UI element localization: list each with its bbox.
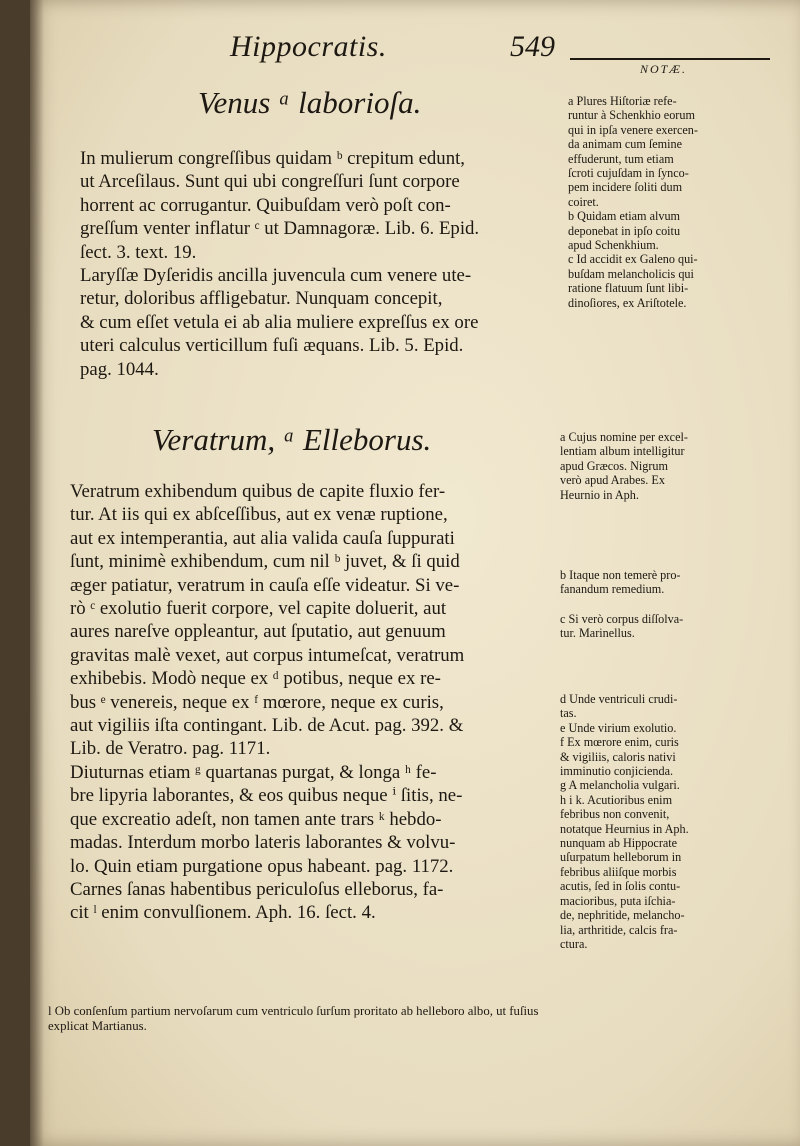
body-line: lo. Quin etiam purgatione opus habeant. pag. 1172.: [70, 855, 454, 877]
body-line: Lib. de Veratro. pag. 1171.: [70, 738, 271, 760]
body-line: retur, doloribus affligebatur. Nunquam concepit,: [80, 288, 443, 310]
note-line: tas.: [560, 706, 577, 721]
note-line: da animam cum ſemine: [568, 137, 683, 152]
notes-rule: [570, 58, 770, 60]
note-line: apud Græcos. Nigrum: [560, 458, 668, 473]
section2-body: [70, 480, 464, 925]
body-line: & cum eſſet vetula ei ab alia muliere expreſſus ex ore: [80, 311, 479, 333]
note-line: ſcroti cujuſdam in ſynco-: [568, 166, 689, 181]
note-line: a Cujus nomine per excel-: [560, 430, 688, 444]
body-line: æger patiatur, veratrum in cauſa eſſe videatur. Si ve-: [70, 574, 460, 596]
body-line: Veratrum exhibendum quibus de capite fluxio fer-: [70, 481, 446, 502]
note-line: uſurpatum helleborum in: [560, 850, 682, 865]
body-line: madas. Interdum morbo lateris laborantes & volvu-: [70, 832, 456, 854]
body-line: ſunt, minimè exhibendum, cum nil ᵇ juvet, & ſi quid: [70, 551, 460, 573]
note-line: b Quidam etiam alvum: [568, 209, 681, 224]
note-line: e Unde virium exolutio.: [560, 720, 677, 735]
body-line: exhibebis. Modò neque ex ᵈ potibus, neque ex re-: [70, 668, 441, 690]
section2-notes-b: [560, 568, 680, 597]
bottom-footnote: [48, 1004, 538, 1034]
body-line: que excreatio adeſt, non tamen ante trars ᵏ hebdo-: [70, 808, 442, 830]
note-line: acutis, ſed in ſolis contu-: [560, 879, 681, 894]
note-line: notatque Heurnius in Aph.: [560, 821, 689, 836]
body-line: Diuturnas etiam ᵍ quartanas purgat, & longa ʰ fe-: [70, 761, 437, 783]
note-line: apud Schenkhium.: [568, 238, 659, 253]
note-line: pem incidere ſoliti dum: [568, 180, 683, 195]
body-line: aures nareſve oppleantur, aut ſputatio, aut genuum: [70, 621, 446, 643]
body-line: In mulierum congreſſibus quidam ᵇ crepitum edunt,: [80, 148, 466, 169]
note-line: d Unde ventriculi crudi-: [560, 692, 678, 706]
body-line: greſſum venter inflatur ᶜ ut Damnagoræ. Lib. 6. Epid.: [80, 218, 480, 240]
note-line: lia, arthritide, calcis fra-: [560, 922, 678, 937]
body-line: Carnes ſanas habentibus periculoſus elleborus, fa-: [70, 878, 444, 900]
note-line: c Id accidit ex Galeno qui-: [568, 252, 698, 267]
body-line: Laryſſæ Dyſeridis ancilla juvencula cum venere ute-: [80, 265, 472, 287]
body-line: bre lipyria laborantes, & eos quibus neque ⁱ ſitis, ne-: [70, 785, 463, 807]
section2-notes-c: [560, 612, 683, 641]
note-line: buſdam melancholicis qui: [568, 266, 694, 281]
body-line: tur. At iis qui ex abſceſſibus, aut ex venæ ruptione,: [70, 504, 448, 526]
footnote-line: l Ob conſenſum partium nervoſarum cum ventriculo ſurſum proritato ab helleboro albo, ut fuſius: [48, 1004, 539, 1018]
note-line: c Si verò corpus diſſolva-: [560, 612, 684, 626]
body-line: bus ᵉ venereis, neque ex ᶠ mœrore, neque ex curis,: [70, 691, 444, 713]
note-line: runtur à Schenkhio eorum: [568, 108, 695, 123]
body-line: pag. 1044.: [80, 358, 159, 380]
note-line: a Plures Hiſtoriæ refe-: [568, 94, 677, 108]
note-line: & vigiliis, caloris nativi: [560, 749, 676, 764]
note-line: tur. Marinellus.: [560, 626, 635, 641]
body-line: aut ex intemperantia, aut alia valida cauſa ſuppurati: [70, 527, 455, 549]
note-line: coiret.: [568, 194, 599, 209]
note-line: Heurnio in Aph.: [560, 487, 639, 502]
body-line: uteri calculus verticillum fuſi æquans. Lib. 5. Epid.: [80, 335, 464, 357]
note-line: febribus non convenit,: [560, 807, 670, 822]
note-line: fanandum remedium.: [560, 582, 665, 597]
body-line: rò ᶜ exolutio fuerit corpore, vel capite doluerit, aut: [70, 598, 447, 620]
note-line: imminutio conjicienda.: [560, 764, 674, 779]
note-line: dinoſiores, ex Ariſtotele.: [568, 295, 687, 310]
body-line: ut Arceſilaus. Sunt qui ubi congreſſuri ſunt corpore: [80, 171, 460, 193]
page-number: 549: [510, 30, 555, 63]
note-line: ctura.: [560, 936, 588, 951]
section-heading-veratrum: Veratrum, ᵃ Elleborus.: [152, 422, 432, 457]
running-head: Hippocratis.: [230, 30, 387, 63]
book-page: [30, 0, 800, 1146]
note-line: b Itaque non temerè pro-: [560, 568, 681, 582]
section1-notes: [568, 94, 698, 310]
footnote-line: explicat Martianus.: [48, 1019, 147, 1033]
note-line: h i k. Acutioribus enim: [560, 792, 673, 807]
body-line: ſect. 3. text. 19.: [80, 241, 197, 263]
gutter-shadow: [30, 0, 44, 1146]
note-line: ratione flatuum ſunt libi-: [568, 281, 689, 296]
body-line: gravitas malè vexet, aut corpus intumeſcat, veratrum: [70, 644, 465, 666]
note-line: qui in ipſa venere exercen-: [568, 122, 698, 137]
section1-body: [80, 147, 479, 381]
body-line: horrent ac corrugantur. Quibuſdam verò poſt con-: [80, 194, 451, 216]
note-line: febribus aliiſque morbis: [560, 864, 677, 879]
note-line: lentiam album intelligitur: [560, 444, 685, 459]
note-line: effuderunt, tum etiam: [568, 151, 674, 166]
section2-notes-a: [560, 430, 688, 502]
note-line: macioribus, puta iſchia-: [560, 893, 676, 908]
section-heading-venus: Venus ᵃ laborioſa.: [198, 85, 422, 120]
note-line: deponebat in ipſo coitu: [568, 223, 681, 238]
note-line: verò apud Arabes. Ex: [560, 473, 665, 488]
note-line: g A melancholia vulgari.: [560, 778, 680, 793]
note-line: f Ex mœrore enim, curis: [560, 735, 679, 750]
body-line: cit ˡ enim convulſionem. Aph. 16. ſect. 4.: [70, 902, 376, 924]
notes-header: NOTÆ.: [640, 62, 688, 76]
note-line: nunquam ab Hippocrate: [560, 836, 678, 851]
section2-notes-d: [560, 692, 689, 951]
note-line: de, nephritide, melancho-: [560, 908, 685, 923]
body-line: aut vigiliis iſta contingant. Lib. de Acut. pag. 392. &: [70, 715, 464, 737]
